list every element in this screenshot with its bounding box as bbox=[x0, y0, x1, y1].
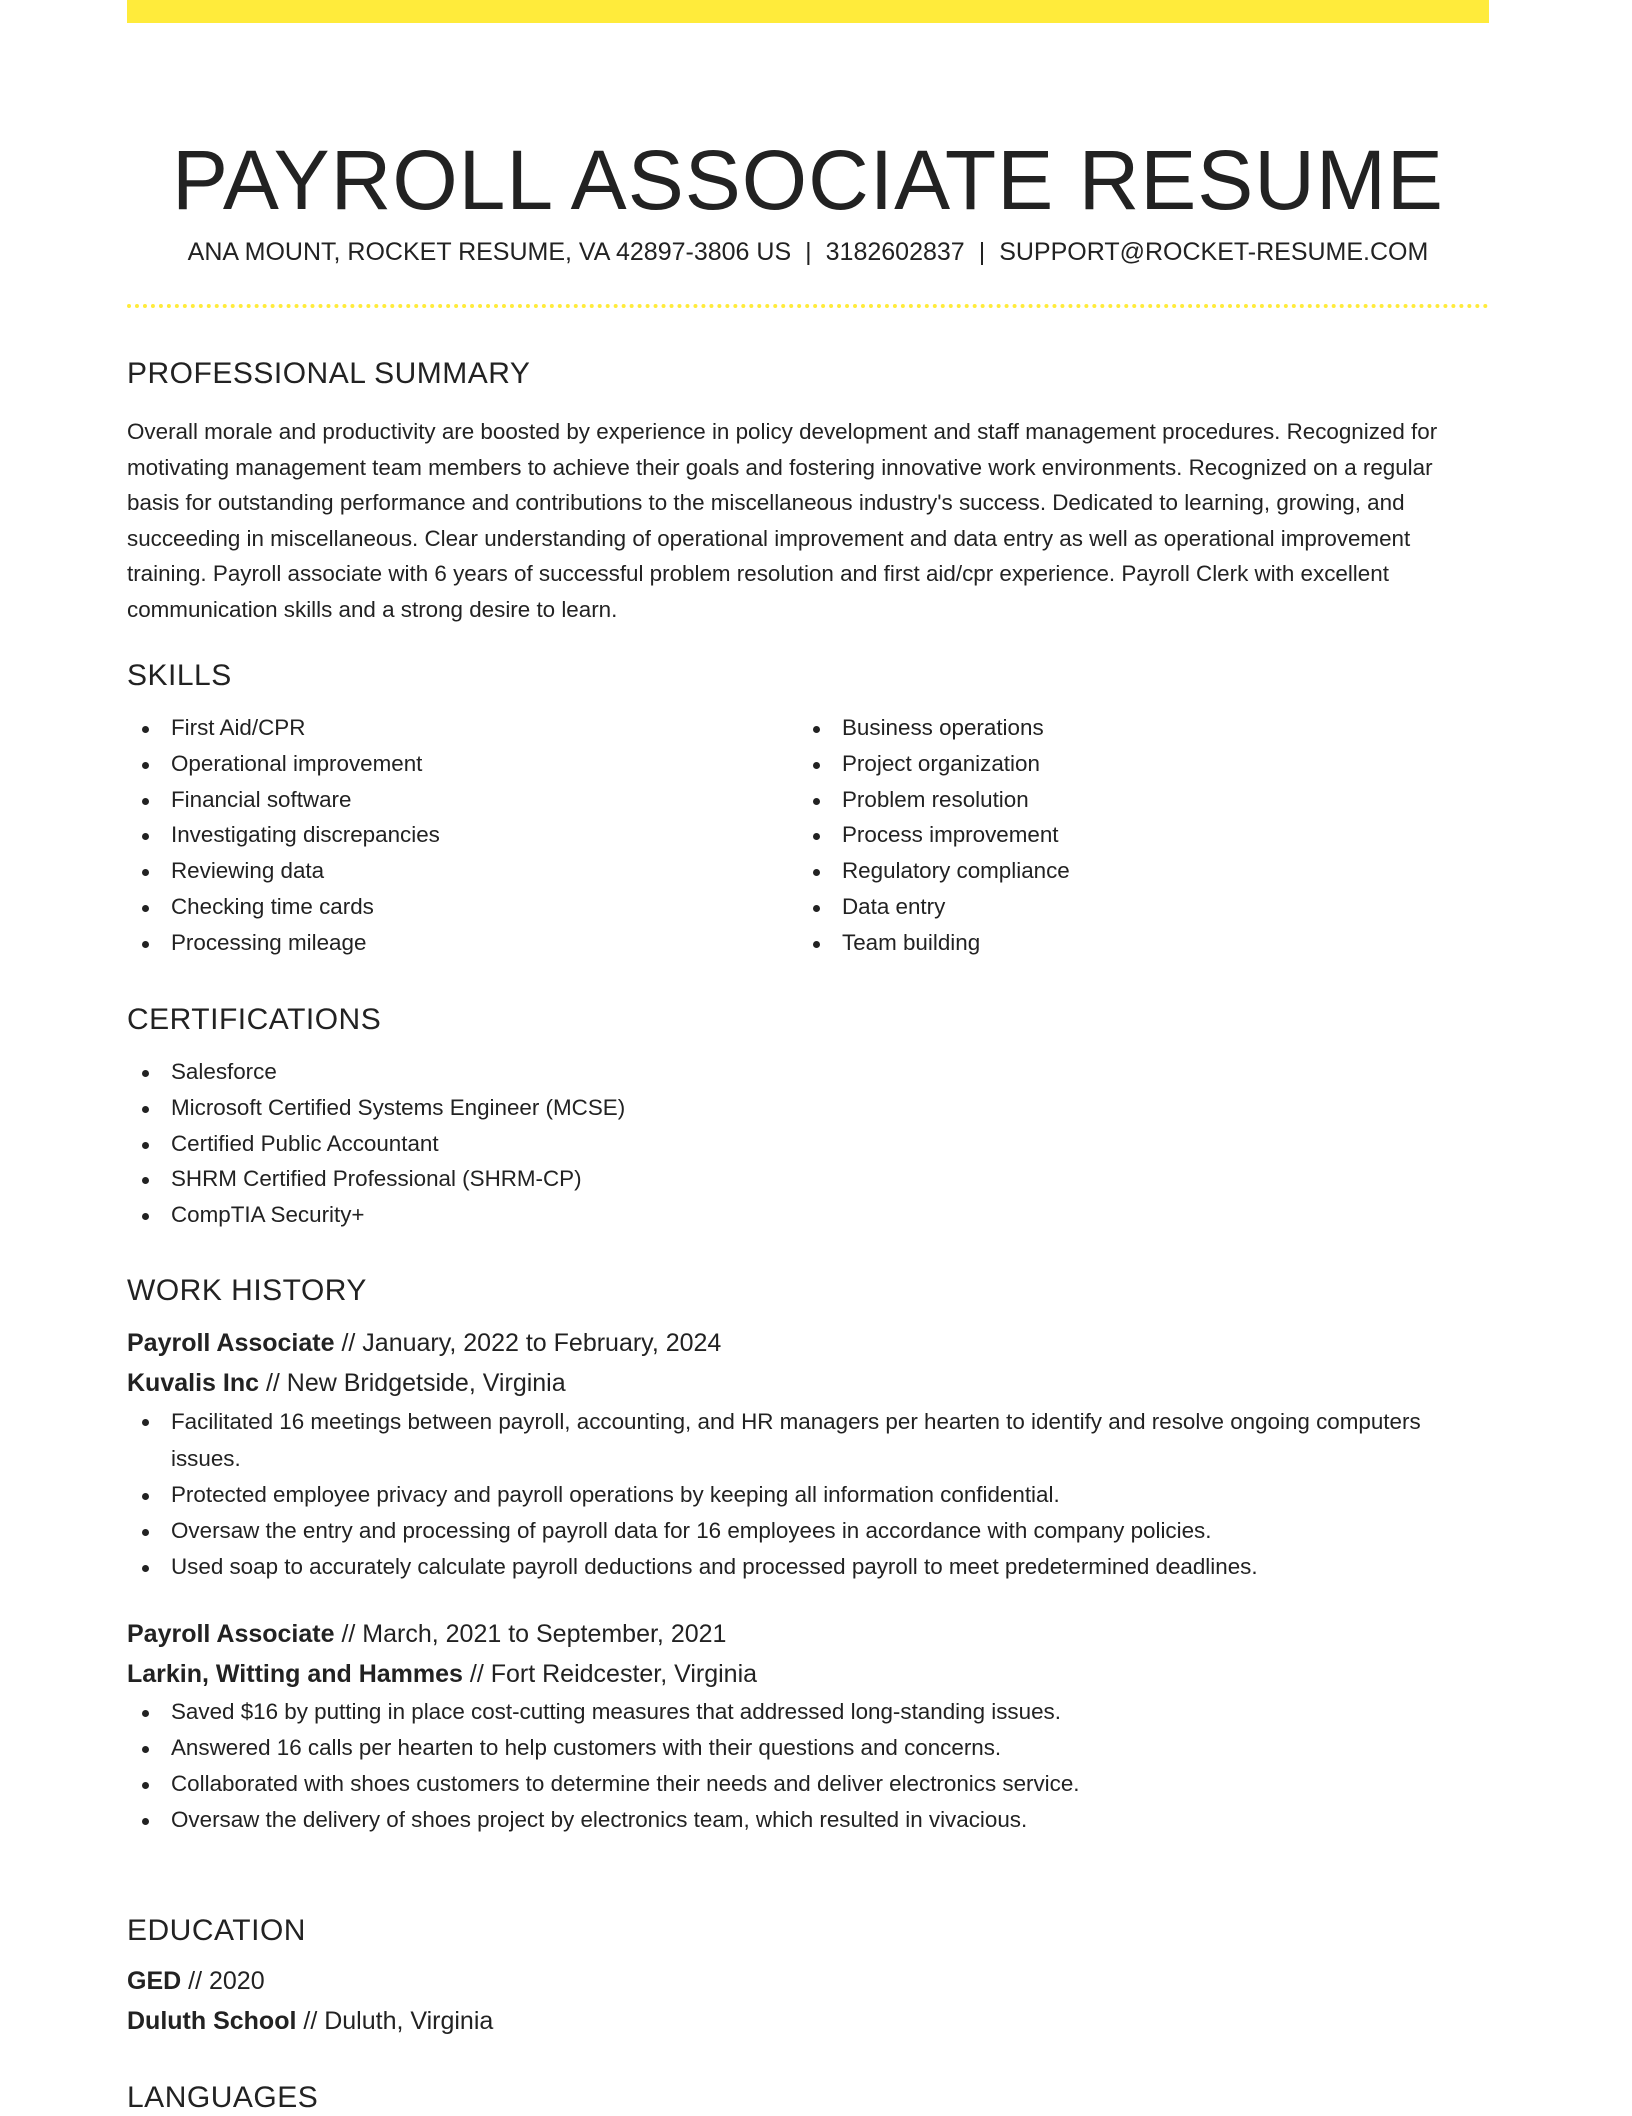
job-title: Payroll Associate bbox=[127, 1329, 335, 1357]
list-item: Saved $16 by putting in place cost-cutting measures that addressed long-standing issues. bbox=[127, 1694, 1489, 1730]
skills-column-left bbox=[127, 710, 798, 961]
education-degree-line bbox=[127, 1961, 1489, 2001]
work-history-section bbox=[127, 1273, 1489, 1838]
dotted-divider bbox=[127, 304, 1489, 308]
education-degree: GED bbox=[127, 1967, 182, 1995]
list-item: Checking time cards bbox=[127, 889, 798, 925]
contact-line bbox=[127, 237, 1489, 267]
list-item: Team building bbox=[798, 925, 1469, 961]
skills-columns bbox=[127, 710, 1489, 961]
list-item: First Aid/CPR bbox=[127, 710, 798, 746]
contact-separator: | bbox=[805, 238, 812, 266]
list-item: Investigating discrepancies bbox=[127, 817, 798, 853]
job-company: Larkin, Witting and Hammes bbox=[127, 1660, 463, 1689]
job-title-line bbox=[127, 1323, 1489, 1363]
job-dates: // March, 2021 to September, 2021 bbox=[341, 1620, 727, 1649]
list-item: Processing mileage bbox=[127, 925, 798, 961]
job-duties-list bbox=[127, 1694, 1489, 1837]
education-heading: EDUCATION bbox=[127, 1914, 306, 1947]
languages-heading: LANGUAGES bbox=[127, 2081, 319, 2114]
accent-top-bar bbox=[127, 0, 1489, 23]
list-item: SHRM Certified Professional (SHRM-CP) bbox=[127, 1161, 1489, 1197]
skills-heading: SKILLS bbox=[127, 659, 232, 692]
list-item: Data entry bbox=[798, 889, 1469, 925]
job-company-line bbox=[127, 1654, 1489, 1694]
list-item: Answered 16 calls per hearten to help customers with their questions and concerns. bbox=[127, 1730, 1489, 1766]
work-history-heading: WORK HISTORY bbox=[127, 1274, 367, 1307]
summary-text: Overall morale and productivity are boosted by experience in policy development and staff management procedures. Recognized for motivating management team members to achieve their goals and fostering innovative work environments. Recognized on a regular basis for outstanding performance and contributions to the miscellaneous industry's success. Dedicated to learning, growing, and succeeding in miscellaneous. Clear understanding of operational improvement and data entry as well as operational improvement training. Payroll associate with 6 years of successful problem resolution and first aid/cpr experience. Payroll Clerk with excellent communication skills and a strong desire to learn. bbox=[127, 419, 1438, 622]
list-item: Microsoft Certified Systems Engineer (MCSE) bbox=[127, 1090, 1489, 1126]
list-item: Operational improvement bbox=[127, 746, 798, 782]
job-entry bbox=[127, 1323, 1489, 1584]
education-year: // 2020 bbox=[188, 1967, 265, 1995]
contact-separator: | bbox=[978, 238, 986, 266]
summary-heading: PROFESSIONAL SUMMARY bbox=[127, 357, 531, 390]
list-item: Regulatory compliance bbox=[798, 853, 1469, 889]
job-location: // New Bridgetside, Virginia bbox=[265, 1369, 566, 1397]
contact-email: SUPPORT@ROCKET-RESUME.COM bbox=[999, 238, 1429, 266]
list-item: Facilitated 16 meetings between payroll, accounting, and HR managers per hearten to identify and resolve ongoing computers issues. bbox=[127, 1403, 1489, 1477]
list-item: CompTIA Security+ bbox=[127, 1197, 1489, 1233]
certifications-list bbox=[127, 1054, 1489, 1233]
contact-phone: 3182602837 bbox=[825, 238, 965, 266]
job-title: Payroll Associate bbox=[127, 1620, 335, 1649]
job-company-line bbox=[127, 1363, 1489, 1403]
education-section bbox=[127, 1913, 1489, 2041]
languages-section bbox=[127, 2080, 1489, 2116]
skills-section bbox=[127, 658, 1489, 961]
education-school-line bbox=[127, 2001, 1489, 2041]
page-title: PAYROLL ASSOCIATE RESUME bbox=[172, 133, 1444, 228]
certifications-heading: CERTIFICATIONS bbox=[127, 1003, 382, 1036]
contact-address: ANA MOUNT, ROCKET RESUME, VA 42897-3806 US bbox=[187, 238, 792, 266]
education-school: Duluth School bbox=[127, 2007, 297, 2035]
list-item: Problem resolution bbox=[798, 782, 1469, 818]
list-item: Protected employee privacy and payroll operations by keeping all information confidential. bbox=[127, 1477, 1489, 1513]
list-item: Used soap to accurately calculate payroll deductions and processed payroll to meet predetermined deadlines. bbox=[127, 1549, 1489, 1585]
list-item: Financial software bbox=[127, 782, 798, 818]
certifications-section bbox=[127, 1002, 1489, 1233]
job-company: Kuvalis Inc bbox=[127, 1369, 259, 1397]
job-entry bbox=[127, 1614, 1489, 1837]
list-item: Process improvement bbox=[798, 817, 1469, 853]
education-location: // Duluth, Virginia bbox=[303, 2007, 494, 2035]
skills-column-right bbox=[798, 710, 1469, 961]
list-item: Oversaw the delivery of shoes project by electronics team, which resulted in vivacious. bbox=[127, 1802, 1489, 1838]
list-item: Salesforce bbox=[127, 1054, 1489, 1090]
list-item: Oversaw the entry and processing of payroll data for 16 employees in accordance with company policies. bbox=[127, 1513, 1489, 1549]
list-item: Business operations bbox=[798, 710, 1469, 746]
job-duties-list bbox=[127, 1403, 1489, 1584]
list-item: Certified Public Accountant bbox=[127, 1126, 1489, 1162]
job-title-line bbox=[127, 1614, 1489, 1654]
job-location: // Fort Reidcester, Virginia bbox=[469, 1660, 758, 1689]
list-item: Reviewing data bbox=[127, 853, 798, 889]
job-dates: // January, 2022 to February, 2024 bbox=[341, 1329, 722, 1357]
list-item: Project organization bbox=[798, 746, 1469, 782]
summary-section bbox=[127, 356, 1489, 628]
education-entry bbox=[127, 1961, 1489, 2041]
list-item: Collaborated with shoes customers to determine their needs and deliver electronics service. bbox=[127, 1766, 1489, 1802]
